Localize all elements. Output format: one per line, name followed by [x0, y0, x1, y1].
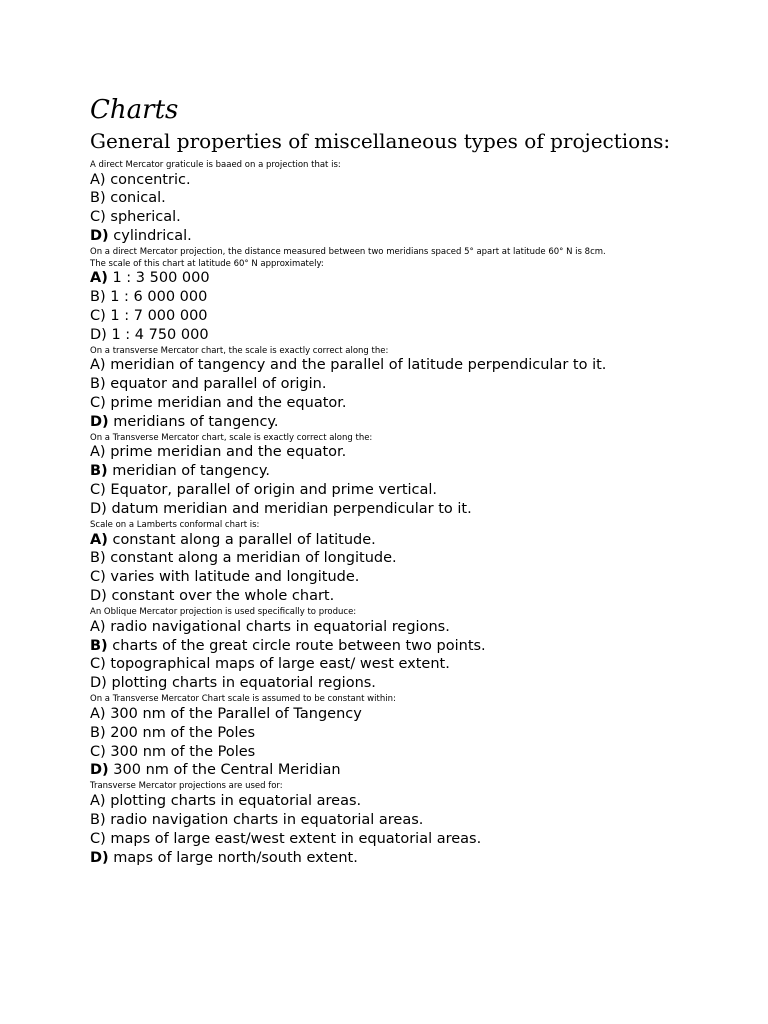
question-text: An Oblique Mercator projection is used specifically to produce:: [90, 607, 357, 618]
option-text: constant along a parallel of latitude.: [112, 531, 376, 548]
question-block: [90, 246, 750, 345]
option-letter: C): [90, 482, 106, 499]
answer-option: [90, 674, 750, 693]
question-block: [90, 345, 750, 432]
answer-option: [90, 356, 750, 375]
answer-option-correct: [90, 413, 750, 432]
answer-option: [90, 618, 750, 637]
answer-option: [90, 208, 750, 227]
option-text: plotting charts in equatorial areas.: [110, 792, 362, 809]
option-text: prime meridian and the equator.: [110, 444, 347, 461]
option-text: constant over the whole chart.: [111, 588, 335, 605]
option-text: spherical.: [110, 209, 181, 226]
answer-options: [90, 443, 750, 519]
option-text: equator and parallel of origin.: [110, 376, 327, 393]
option-text: 200 nm of the Poles: [110, 724, 256, 741]
option-letter: C): [90, 307, 106, 324]
option-text: radio navigational charts in equatorial regions.: [110, 618, 450, 635]
answer-options: [90, 531, 750, 607]
option-letter: B): [90, 190, 106, 207]
option-text: 300 nm of the Central Meridian: [113, 762, 341, 779]
option-text: maps of large east/west extent in equatorial areas.: [110, 830, 482, 847]
question-text: On a Transverse Mercator Chart scale is assumed to be constant within:: [90, 694, 396, 705]
option-text: 1 : 7 000 000: [110, 307, 208, 324]
option-letter: B): [90, 289, 106, 306]
answer-options: [90, 171, 750, 247]
option-letter: A): [90, 705, 106, 722]
option-letter: B): [90, 811, 106, 828]
answer-options: [90, 705, 750, 781]
option-letter: D): [90, 413, 109, 430]
option-text: radio navigation charts in equatorial areas.: [110, 811, 424, 828]
question-block: [90, 606, 750, 693]
answer-option: [90, 811, 750, 830]
option-text: meridian of tangency and the parallel of latitude perpendicular to it.: [110, 357, 607, 374]
option-text: constant along a meridian of longitude.: [110, 550, 397, 567]
document-title: Charts: [90, 95, 179, 125]
option-letter: C): [90, 395, 106, 412]
option-letter: D): [90, 849, 109, 866]
question-block: [90, 693, 750, 780]
answer-option: [90, 743, 750, 762]
option-letter: D): [90, 762, 109, 779]
option-text: 1 : 4 750 000: [111, 326, 209, 343]
option-text: topographical maps of large east/ west extent.: [110, 656, 450, 673]
answer-option-correct: [90, 227, 750, 246]
question-block: [90, 519, 750, 606]
answer-options: [90, 792, 750, 868]
answer-option-correct: [90, 761, 750, 780]
answer-option: [90, 443, 750, 462]
answer-option: [90, 375, 750, 394]
answer-option-correct: [90, 531, 750, 550]
option-letter: D): [90, 228, 109, 245]
answer-option: [90, 171, 750, 190]
answer-option: [90, 500, 750, 519]
option-letter: C): [90, 830, 106, 847]
question-block: [90, 159, 750, 246]
answer-options: [90, 269, 750, 345]
answer-option: [90, 481, 750, 500]
question-text: On a transverse Mercator chart, the scale is exactly correct along the:: [90, 345, 389, 356]
question-text: A direct Mercator graticule is baaed on a projection that is:: [90, 160, 341, 170]
option-text: prime meridian and the equator.: [110, 395, 347, 412]
option-text: cylindrical.: [113, 228, 192, 245]
answer-option: [90, 705, 750, 724]
option-text: varies with latitude and longitude.: [110, 569, 360, 586]
answer-option: [90, 568, 750, 587]
answer-option: [90, 189, 750, 208]
question-text: Transverse Mercator projections are used for:: [90, 781, 283, 792]
option-text: Equator, parallel of origin and prime vertical.: [110, 482, 438, 499]
option-letter: D): [90, 675, 107, 692]
option-letter: C): [90, 209, 106, 226]
option-text: meridian of tangency.: [112, 463, 271, 480]
answer-option-correct: [90, 637, 750, 656]
option-letter: D): [90, 326, 107, 343]
question-text: The scale of this chart at latitude 60° N approximately:: [90, 258, 324, 269]
answer-option-correct: [90, 269, 750, 288]
option-letter: A): [90, 444, 106, 461]
option-text: conical.: [110, 190, 166, 207]
section-heading: General properties of miscellaneous types of projections:: [90, 129, 671, 153]
question-text: Scale on a Lamberts conformal chart is:: [90, 520, 260, 530]
option-text: datum meridian and meridian perpendicular to it.: [111, 501, 472, 518]
answer-option: [90, 830, 750, 849]
question-block: [90, 780, 750, 867]
option-letter: C): [90, 743, 106, 760]
option-letter: D): [90, 588, 107, 605]
option-letter: A): [90, 618, 106, 635]
option-letter: A): [90, 357, 106, 374]
option-letter: B): [90, 637, 108, 654]
answer-option-correct: [90, 462, 750, 481]
answer-option: [90, 655, 750, 674]
option-letter: B): [90, 550, 106, 567]
option-text: 300 nm of the Parallel of Tangency: [110, 705, 362, 722]
answer-option: [90, 549, 750, 568]
option-letter: B): [90, 463, 108, 480]
question-text: On a direct Mercator projection, the distance measured between two meridians spaced 5° apart at latitude 60° N is 8cm.: [90, 247, 606, 258]
option-text: concentric.: [110, 171, 191, 188]
answer-options: [90, 356, 750, 432]
option-text: 300 nm of the Poles: [110, 743, 256, 760]
option-text: meridians of tangency.: [113, 413, 279, 430]
answer-option: [90, 288, 750, 307]
answer-option-correct: [90, 849, 750, 868]
option-text: plotting charts in equatorial regions.: [111, 675, 376, 692]
answer-option: [90, 307, 750, 326]
option-letter: A): [90, 792, 106, 809]
option-text: 1 : 6 000 000: [110, 289, 208, 306]
answer-option: [90, 792, 750, 811]
option-text: charts of the great circle route between two points.: [112, 637, 486, 654]
option-letter: B): [90, 376, 106, 393]
option-text: maps of large north/south extent.: [113, 849, 358, 866]
option-letter: A): [90, 270, 108, 287]
question-list: [90, 159, 750, 868]
option-letter: C): [90, 569, 106, 586]
option-letter: A): [90, 171, 106, 188]
option-letter: C): [90, 656, 106, 673]
answer-option: [90, 394, 750, 413]
option-letter: B): [90, 724, 106, 741]
answer-option: [90, 724, 750, 743]
question-text: On a Transverse Mercator chart, scale is exactly correct along the:: [90, 432, 373, 443]
option-letter: D): [90, 501, 107, 518]
answer-option: [90, 587, 750, 606]
option-text: 1 : 3 500 000: [112, 270, 210, 287]
option-letter: A): [90, 531, 108, 548]
answer-options: [90, 618, 750, 694]
answer-option: [90, 326, 750, 345]
question-block: [90, 432, 750, 519]
